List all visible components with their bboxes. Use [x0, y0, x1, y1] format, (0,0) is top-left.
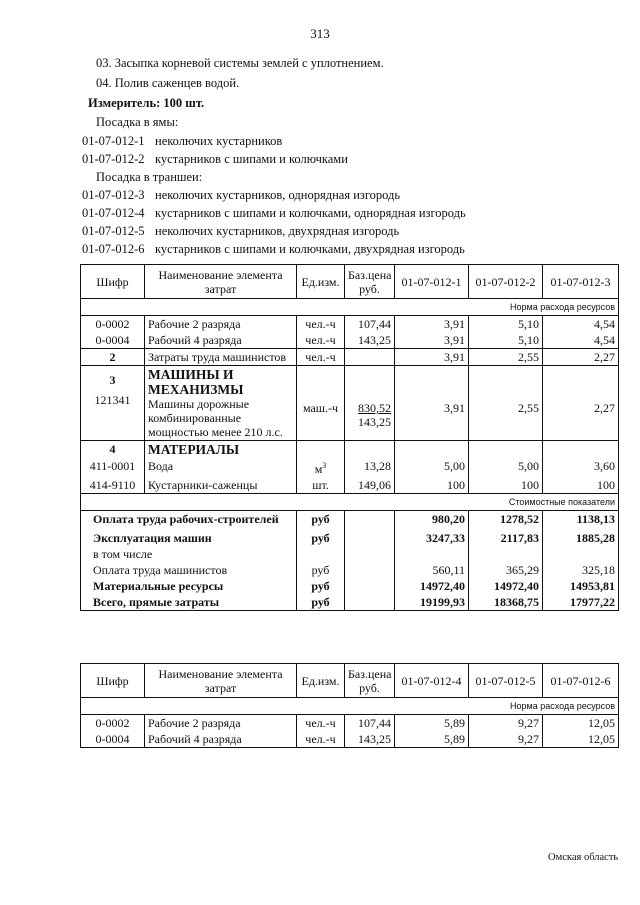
- table-row: [81, 332, 619, 349]
- row-unit-cell: [297, 458, 345, 477]
- row-v1: 5,00: [395, 458, 469, 477]
- header-col-4: 01-07-012-4: [395, 664, 469, 698]
- cost-row: [81, 562, 619, 578]
- cost-price-empty: [345, 562, 395, 578]
- cost-v1: 19199,93: [395, 594, 469, 611]
- row-name: Рабочий 4 разряда: [145, 332, 297, 349]
- machine-v2: 2,55: [518, 401, 539, 415]
- footer-region: Омская область: [548, 852, 619, 863]
- row-v2: 9,27: [469, 731, 543, 748]
- machines-code-cell: [81, 366, 145, 441]
- cost-name: Оплата труда машинистов: [81, 562, 297, 578]
- row-unit: шт.: [297, 477, 345, 494]
- machines-unit-cell: [297, 366, 345, 441]
- norm-label-row: [81, 299, 619, 316]
- row-unit-sup: 3: [322, 461, 327, 470]
- row-code: 0-0002: [81, 715, 145, 732]
- resource-table-2: [80, 663, 619, 748]
- machines-name-cell: [145, 366, 297, 441]
- cost-unit: руб: [297, 594, 345, 611]
- materials-title: МАТЕРИАЛЫ: [145, 441, 297, 459]
- materials-v1-empty: [395, 441, 469, 459]
- row-v2: 5,10: [469, 332, 543, 349]
- group2-code-2: 01-07-012-4: [82, 206, 145, 220]
- machine-v1: 3,91: [444, 401, 465, 415]
- cost-row: [81, 546, 619, 562]
- row-v3: 4,54: [543, 316, 619, 333]
- labor-v2: 2,55: [469, 349, 543, 366]
- labor-unit: чел.-ч: [297, 349, 345, 366]
- group2-text-2: кустарников с шипами и колючками, однорядная изгородь: [155, 206, 466, 220]
- row-v2: 9,27: [469, 715, 543, 732]
- row-unit: м: [314, 462, 323, 476]
- row-v3: 100: [543, 477, 619, 494]
- labor-row: [81, 349, 619, 366]
- cost-name: Эксплуатация машин: [81, 527, 297, 546]
- materials-price-empty: [345, 441, 395, 459]
- cost-price-empty: [345, 578, 395, 594]
- labor-code: 2: [81, 349, 145, 366]
- page-number: 313: [310, 26, 330, 41]
- cost-label-row: [81, 494, 619, 511]
- materials-v2-empty: [469, 441, 543, 459]
- row-unit: чел.-ч: [297, 316, 345, 333]
- resource-table-1: [80, 264, 619, 611]
- cost-unit: руб: [297, 511, 345, 528]
- row-code: 411-0001: [81, 458, 145, 477]
- row-unit: чел.-ч: [297, 332, 345, 349]
- norm-label: Норма расхода ресурсов: [81, 299, 619, 316]
- cost-price-empty: [345, 546, 395, 562]
- header-col-1: 01-07-012-1: [395, 265, 469, 299]
- machines-v3-cell: [543, 366, 619, 441]
- row-price: 13,28: [345, 458, 395, 477]
- cost-row: [81, 578, 619, 594]
- cost-price-empty: [345, 527, 395, 546]
- labor-name: Затраты труда машинистов: [145, 349, 297, 366]
- cost-unit: руб: [297, 527, 345, 546]
- cost-v1: 3247,33: [395, 527, 469, 546]
- header-name: Наименование элемента затрат: [145, 664, 297, 698]
- group2-code-3: 01-07-012-5: [82, 224, 145, 238]
- header-col-3: 01-07-012-3: [543, 265, 619, 299]
- header-unit: Ед.изм.: [297, 265, 345, 299]
- labor-v1: 3,91: [395, 349, 469, 366]
- cost-v2: 14972,40: [469, 578, 543, 594]
- row-v3: 4,54: [543, 332, 619, 349]
- cost-v3: 14953,81: [543, 578, 619, 594]
- cost-name: Материальные ресурсы: [81, 578, 297, 594]
- cost-row: [81, 511, 619, 528]
- cost-v2: 365,29: [469, 562, 543, 578]
- cost-v3: 1885,28: [543, 527, 619, 546]
- cost-v2: [469, 546, 543, 562]
- machines-v2-cell: [469, 366, 543, 441]
- header-unit: Ед.изм.: [297, 664, 345, 698]
- table-row: [81, 715, 619, 732]
- table-row: [81, 316, 619, 333]
- row-v3: 12,05: [543, 715, 619, 732]
- group2-text-3: неколючих кустарников, двухрядная изгородь: [155, 224, 400, 238]
- materials-unit-empty: [297, 441, 345, 459]
- cost-v1: 560,11: [395, 562, 469, 578]
- machine-v3: 2,27: [594, 401, 615, 415]
- machine-unit: маш.-ч: [302, 401, 339, 415]
- machines-code: 3: [109, 373, 116, 387]
- cost-unit: руб: [297, 578, 345, 594]
- group1-code-1: 01-07-012-1: [82, 134, 145, 148]
- step-03: 03. Засыпка корневой системы землей с уплотнением.: [96, 56, 384, 70]
- cost-label: Стоимостные показатели: [81, 494, 619, 511]
- cost-v1: [395, 546, 469, 562]
- norm-label: Норма расхода ресурсов: [81, 698, 619, 715]
- group1-text-2: кустарников с шипами и колючками: [155, 152, 348, 166]
- cost-v3: [543, 546, 619, 562]
- group2-code-1: 01-07-012-3: [82, 188, 145, 202]
- table-header-row: [81, 265, 619, 299]
- cost-row: [81, 594, 619, 611]
- header-price: Баз.цена руб.: [345, 664, 395, 698]
- cost-name: в том числе: [81, 546, 297, 562]
- row-name: Рабочие 2 разряда: [145, 316, 297, 333]
- row-code: 0-0002: [81, 316, 145, 333]
- header-col-6: 01-07-012-6: [543, 664, 619, 698]
- row-v1: 5,89: [395, 715, 469, 732]
- group2-title: Посадка в траншеи:: [96, 170, 203, 184]
- row-price: 107,44: [345, 715, 395, 732]
- machines-title: МАШИНЫ И МЕХАНИЗМЫ: [148, 367, 244, 397]
- cost-v2: 2117,83: [469, 527, 543, 546]
- group1-text-1: неколючих кустарников: [155, 134, 283, 148]
- cost-v3: 325,18: [543, 562, 619, 578]
- row-v1: 3,91: [395, 332, 469, 349]
- cost-name: Всего, прямые затраты: [81, 594, 297, 611]
- machines-price-cell: [345, 366, 395, 441]
- cost-v3: 1138,13: [543, 511, 619, 528]
- row-v1: 5,89: [395, 731, 469, 748]
- row-name: Рабочий 4 разряда: [145, 731, 297, 748]
- row-v3: 12,05: [543, 731, 619, 748]
- row-code: 0-0004: [81, 332, 145, 349]
- header-code: Шифр: [81, 265, 145, 299]
- cost-v3: 17977,22: [543, 594, 619, 611]
- row-unit: чел.-ч: [297, 715, 345, 732]
- table-row: [81, 731, 619, 748]
- measure: Измеритель: 100 шт.: [88, 96, 205, 110]
- materials-code: 4: [81, 441, 145, 459]
- header-col-5: 01-07-012-5: [469, 664, 543, 698]
- table-row: [81, 458, 619, 477]
- materials-v3-empty: [543, 441, 619, 459]
- machine-price-1: 830,52: [358, 401, 391, 415]
- row-price: 143,25: [345, 332, 395, 349]
- row-v2: 5,10: [469, 316, 543, 333]
- header-price: Баз.цена руб.: [345, 265, 395, 299]
- labor-v3: 2,27: [543, 349, 619, 366]
- group2-text-4: кустарников с шипами и колючками, двухрядная изгородь: [155, 242, 465, 256]
- cost-v1: 14972,40: [395, 578, 469, 594]
- cost-v1: 980,20: [395, 511, 469, 528]
- group1-code-2: 01-07-012-2: [82, 152, 145, 166]
- row-name: Вода: [145, 458, 297, 477]
- row-name: Кустарники-саженцы: [145, 477, 297, 494]
- cost-price-empty: [345, 594, 395, 611]
- cost-unit: руб: [297, 562, 345, 578]
- machines-v1-cell: [395, 366, 469, 441]
- machines-row: [81, 366, 619, 441]
- labor-price: [345, 349, 395, 366]
- cost-v2: 1278,52: [469, 511, 543, 528]
- cost-unit: [297, 546, 345, 562]
- group1-title: Посадка в ямы:: [96, 115, 179, 129]
- row-v1: 100: [395, 477, 469, 494]
- materials-title-row: [81, 441, 619, 459]
- cost-price-empty: [345, 511, 395, 528]
- cost-row: [81, 527, 619, 546]
- header-name: Наименование элемента затрат: [145, 265, 297, 299]
- cost-v2: 18368,75: [469, 594, 543, 611]
- row-v2: 5,00: [469, 458, 543, 477]
- row-code: 414-9110: [81, 477, 145, 494]
- machine-item-code: 121341: [94, 393, 131, 407]
- table-row: [81, 477, 619, 494]
- row-code: 0-0004: [81, 731, 145, 748]
- group2-code-4: 01-07-012-6: [82, 242, 145, 256]
- row-price: 107,44: [345, 316, 395, 333]
- row-unit: чел.-ч: [297, 731, 345, 748]
- step-04: 04. Полив саженцев водой.: [96, 76, 240, 90]
- table-header-row: [81, 664, 619, 698]
- header-col-2: 01-07-012-2: [469, 265, 543, 299]
- row-name: Рабочие 2 разряда: [145, 715, 297, 732]
- row-v1: 3,91: [395, 316, 469, 333]
- row-price: 143,25: [345, 731, 395, 748]
- norm-label-row: [81, 698, 619, 715]
- group2-text-1: неколючих кустарников, однорядная изгородь: [155, 188, 401, 202]
- cost-name: Оплата труда рабочих-строителей: [81, 511, 297, 528]
- header-code: Шифр: [81, 664, 145, 698]
- row-v2: 100: [469, 477, 543, 494]
- row-price: 149,06: [345, 477, 395, 494]
- machine-price-2: 143,25: [358, 415, 391, 429]
- row-v3: 3,60: [543, 458, 619, 477]
- machine-item-name: Машины дорожные комбинированные мощностью менее 210 л.с.: [148, 397, 283, 439]
